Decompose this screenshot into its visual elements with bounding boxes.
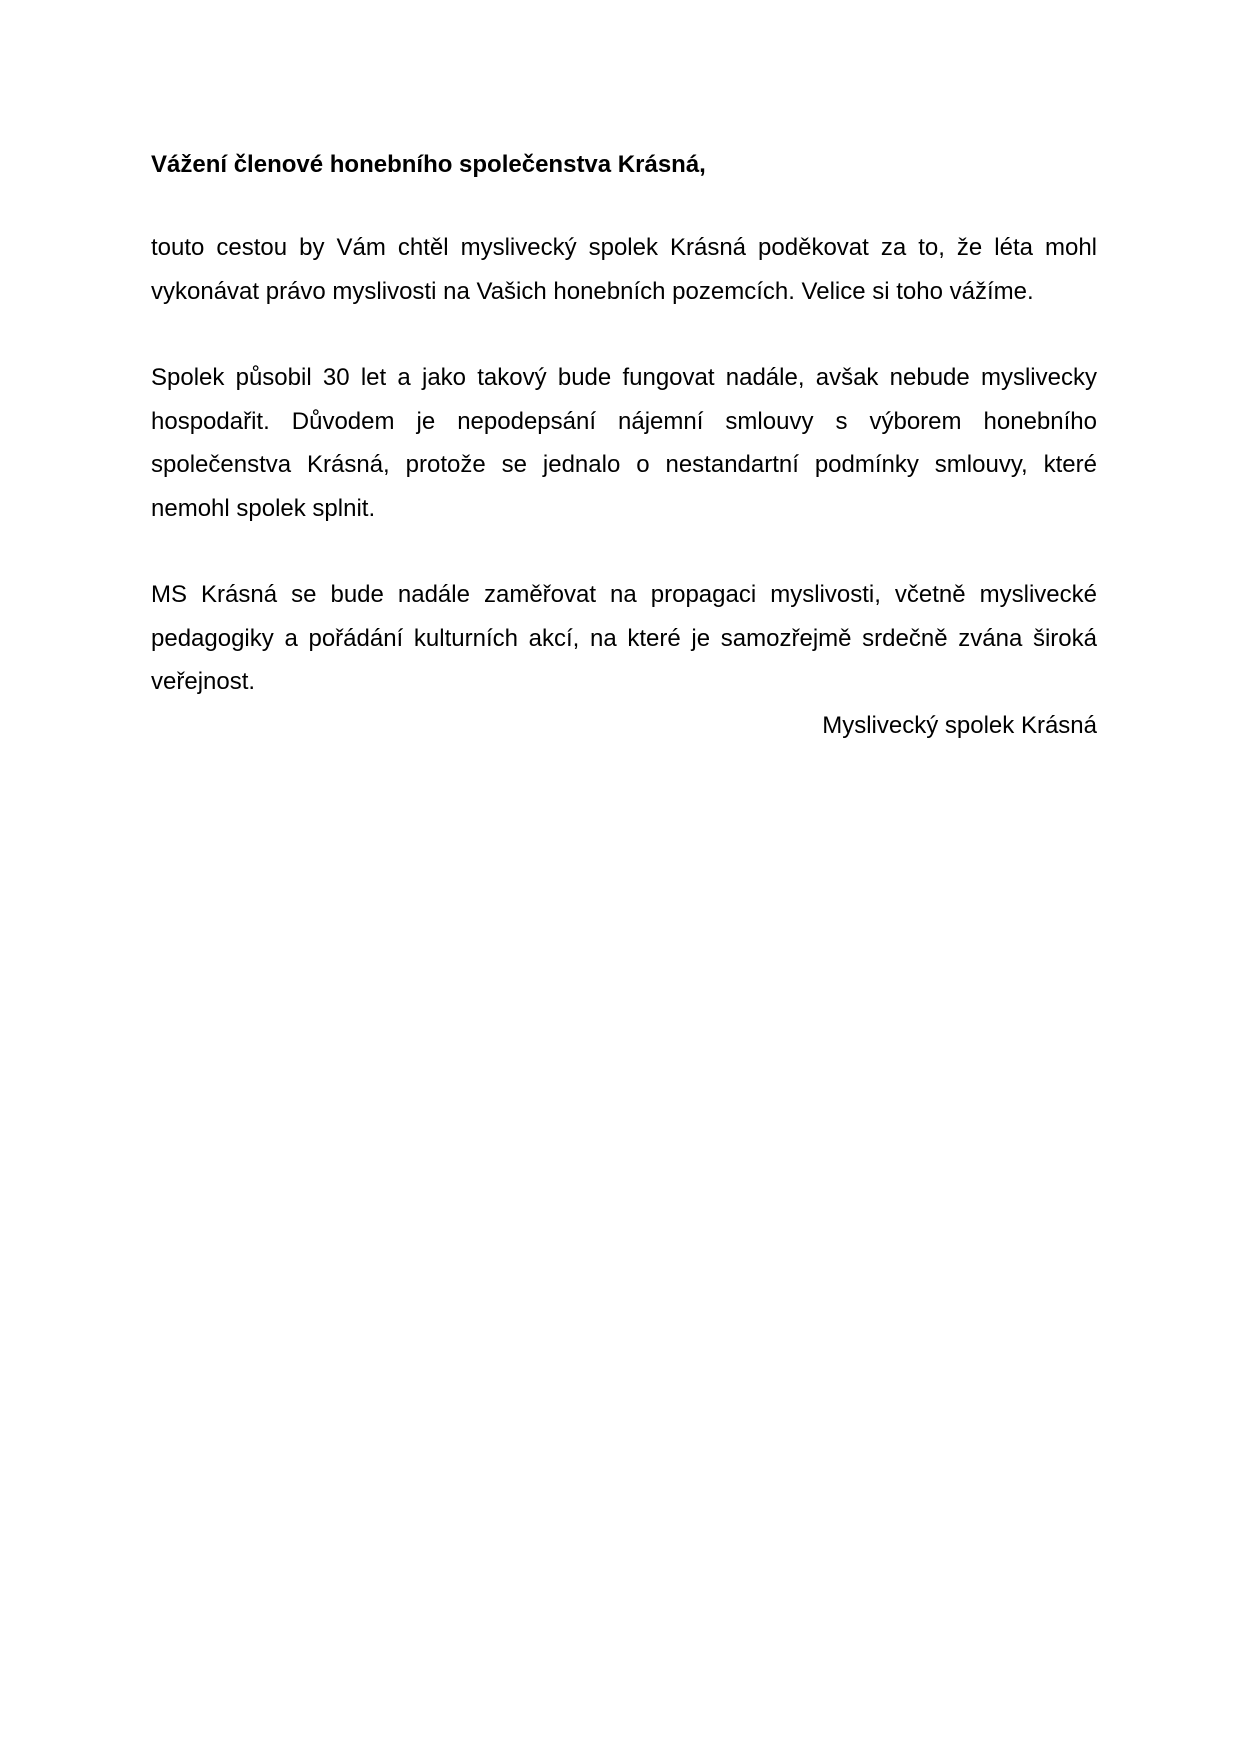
paragraph-thanks: touto cestou by Vám chtěl myslivecký spolek Krásná poděkovat za to, že léta mohl vykonávat právo myslivosti na Vašich honebních pozemcích. Velice si toho vážíme. [151, 234, 1097, 305]
letter-signature: Myslivecký spolek Krásná [822, 711, 1097, 739]
letter-body [151, 143, 1097, 747]
paragraph-status: Spolek působil 30 let a jako takový bude fungovat nadále, avšak nebude myslivecky hospodařit. Důvodem je nepodepsání nájemní smlouvy s výborem honebního společenstva Krásná, protože se jednalo o nestandartní podmínky smlouvy, které nemohl spolek splnit. [151, 364, 1097, 522]
paragraph-future: MS Krásná se bude nadále zaměřovat na propagaci myslivosti, včetně myslivecké pedagogiky a pořádání kulturních akcí, na které je samozřejmě srdečně zvána široká veřejnost. [151, 581, 1097, 695]
letter-greeting: Vážení členové honebního společenstva Krásná, [151, 151, 706, 178]
